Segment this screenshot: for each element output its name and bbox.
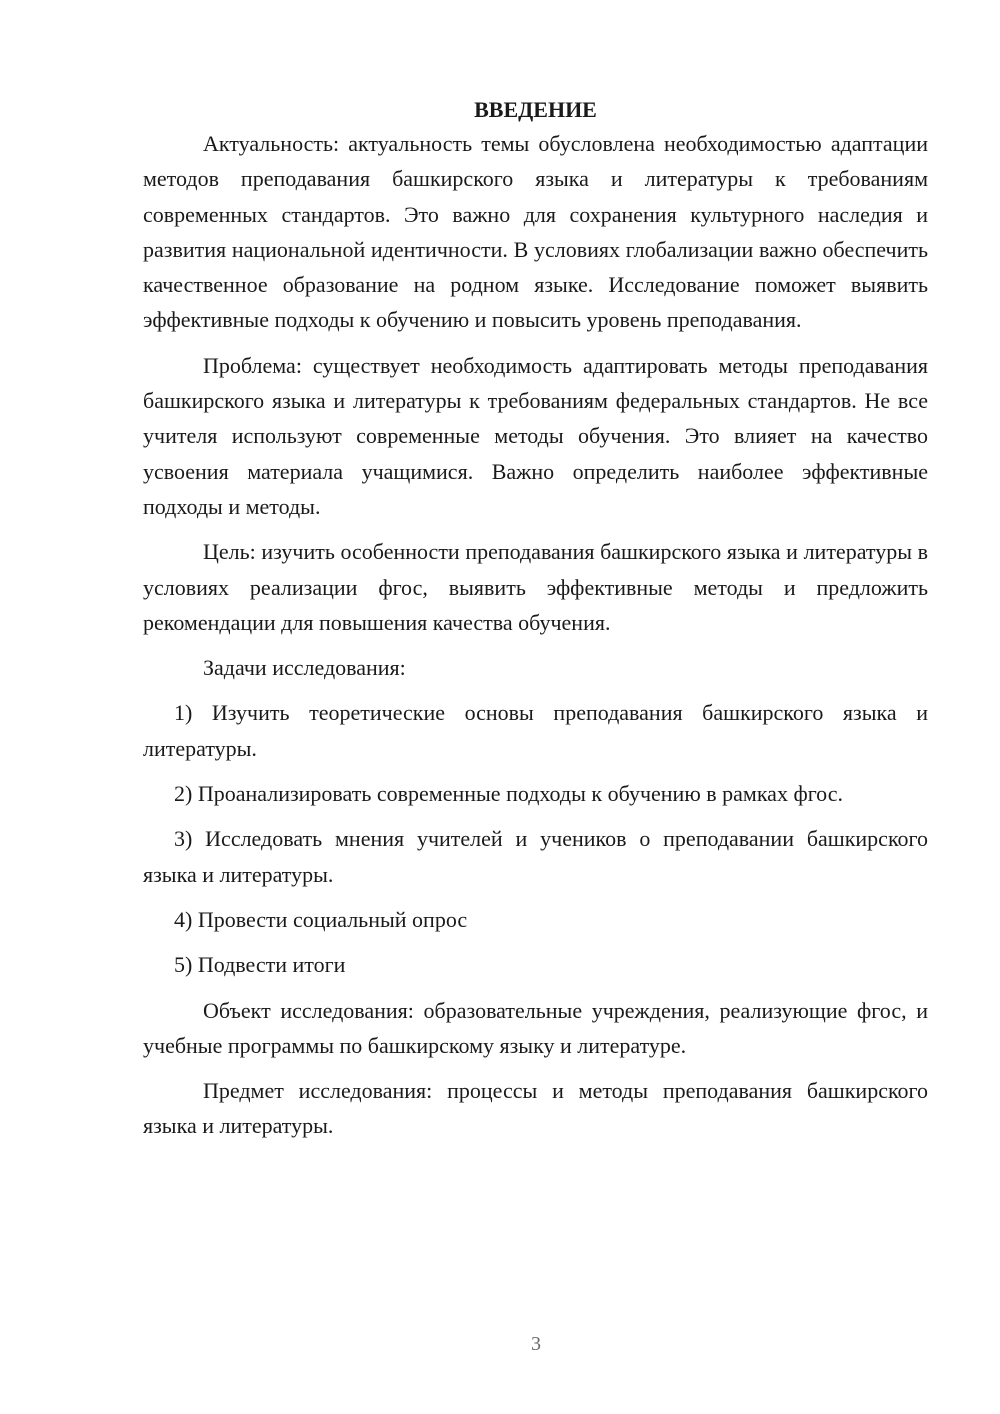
problem-paragraph: Проблема: существует необходимость адаптировать методы преподавания башкирского языка и литературы к требованиям федеральных стандартов. Не все учителя используют современные методы обучения. Это влияет на качество усвоения материала учащимися. Важно определить наиболее эффективные подходы и методы. [143, 352, 928, 519]
document-page [143, 92, 928, 1154]
relevance-paragraph: Актуальность: актуальность темы обусловлена необходимостью адаптации методов преподавания башкирского языка и литературы к требованиям современных стандартов. Это важно для сохранения культурного наследия и развития национальной идентичности. В условиях глобализации важно обеспечить качественное образование на родном языке. Исследование поможет выявить эффективные подходы к обучению и повысить уровень преподавания. [143, 131, 928, 333]
task-item-2: 2) Проанализировать современные подходы к обучению в рамках фгос. [174, 781, 843, 807]
task-item-1: 1) Изучить теоретические основы преподавания башкирского языка и литературы. [143, 700, 928, 761]
goal-paragraph: Цель: изучить особенности преподавания башкирского языка и литературы в условиях реализации фгос, выявить эффективные методы и предложить рекомендации для повышения качества обучения. [143, 539, 928, 635]
tasks-heading: Задачи исследования: [203, 655, 406, 681]
object-paragraph: Объект исследования: образовательные учреждения, реализующие фгос, и учебные программы по башкирскому языку и литературе. [143, 997, 928, 1058]
task-item-3: 3) Исследовать мнения учителей и учеников о преподавании башкирского языка и литературы. [143, 826, 928, 887]
page-number: 3 [531, 1333, 541, 1355]
task-item-5: 5) Подвести итоги [174, 952, 346, 978]
task-item-4: 4) Провести социальный опрос [174, 906, 468, 932]
subject-paragraph: Предмет исследования: процессы и методы преподавания башкирского языка и литературы. [143, 1078, 928, 1139]
section-title: ВВЕДЕНИЕ [474, 97, 597, 122]
